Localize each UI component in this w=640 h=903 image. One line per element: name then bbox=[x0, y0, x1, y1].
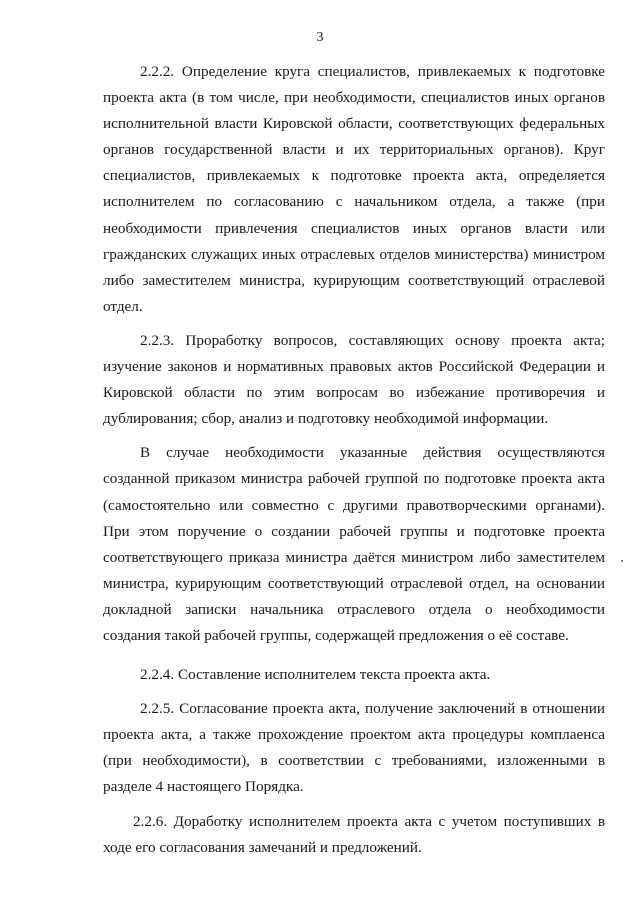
paragraph-working-group: В случае необходимости указанные действия осуществляются созданной приказом министра рабочей группой по подготовке проекта акта (самостоятельно или совместно с другими правотворческими органами). При этом поручение о создании рабочей группы и подготовке проекта соответствующего приказа министра даётся министром либо заместителем министра, курирующим соответствующий отраслевой отдел, на основании докладной записки начальника отраслевого отдела о необходимости создания такой рабочей группы, содержащей предложения о её составе. bbox=[103, 444, 605, 644]
page-number: 3 bbox=[316, 30, 324, 45]
paragraph-2-2-4: 2.2.4. Составление исполнителем текста проекта акта. bbox=[140, 666, 491, 684]
paragraph-2-2-5: 2.2.5. Согласование проекта акта, получение заключений в отношении проекта акта, а также прохождение проектом акта процедуры комплаенса (при необходимости), в соответствии с требованиями, изложенными в разделе 4 настоящего Порядка. bbox=[103, 700, 605, 796]
paragraph-2-2-3: 2.2.3. Проработку вопросов, составляющих основу проекта акта; изучение законов и нормативных правовых актов Российской Федерации и Кировской области по этим вопросам во избежание противоречия и дублирования; сбор, анализ и подготовку необходимой информации. bbox=[103, 331, 605, 428]
paragraph-2-2-6: 2.2.6. Доработку исполнителем проекта акта с учетом поступивших в ходе его согласования замечаний и предложений. bbox=[103, 812, 605, 856]
scan-speck bbox=[621, 560, 623, 562]
paragraph-2-2-2: 2.2.2. Определение круга специалистов, привлекаемых к подготовке проекта акта (в том числе, при необходимости, специалистов иных органов исполнительной власти Кировской области, соответствующих федеральных органов государственной власти и их территориальных органов). Круг специалистов, привлекаемых к подготовке проекта акта, определяется исполнителем по согласованию с начальником отдела, а также (при необходимости привлечения специалистов иных органов власти или гражданских служащих иных отраслевых отделов министерства) министром либо заместителем министра, курирующим соответствующий отраслевой отдел. bbox=[103, 63, 605, 315]
document-body bbox=[103, 59, 605, 869]
